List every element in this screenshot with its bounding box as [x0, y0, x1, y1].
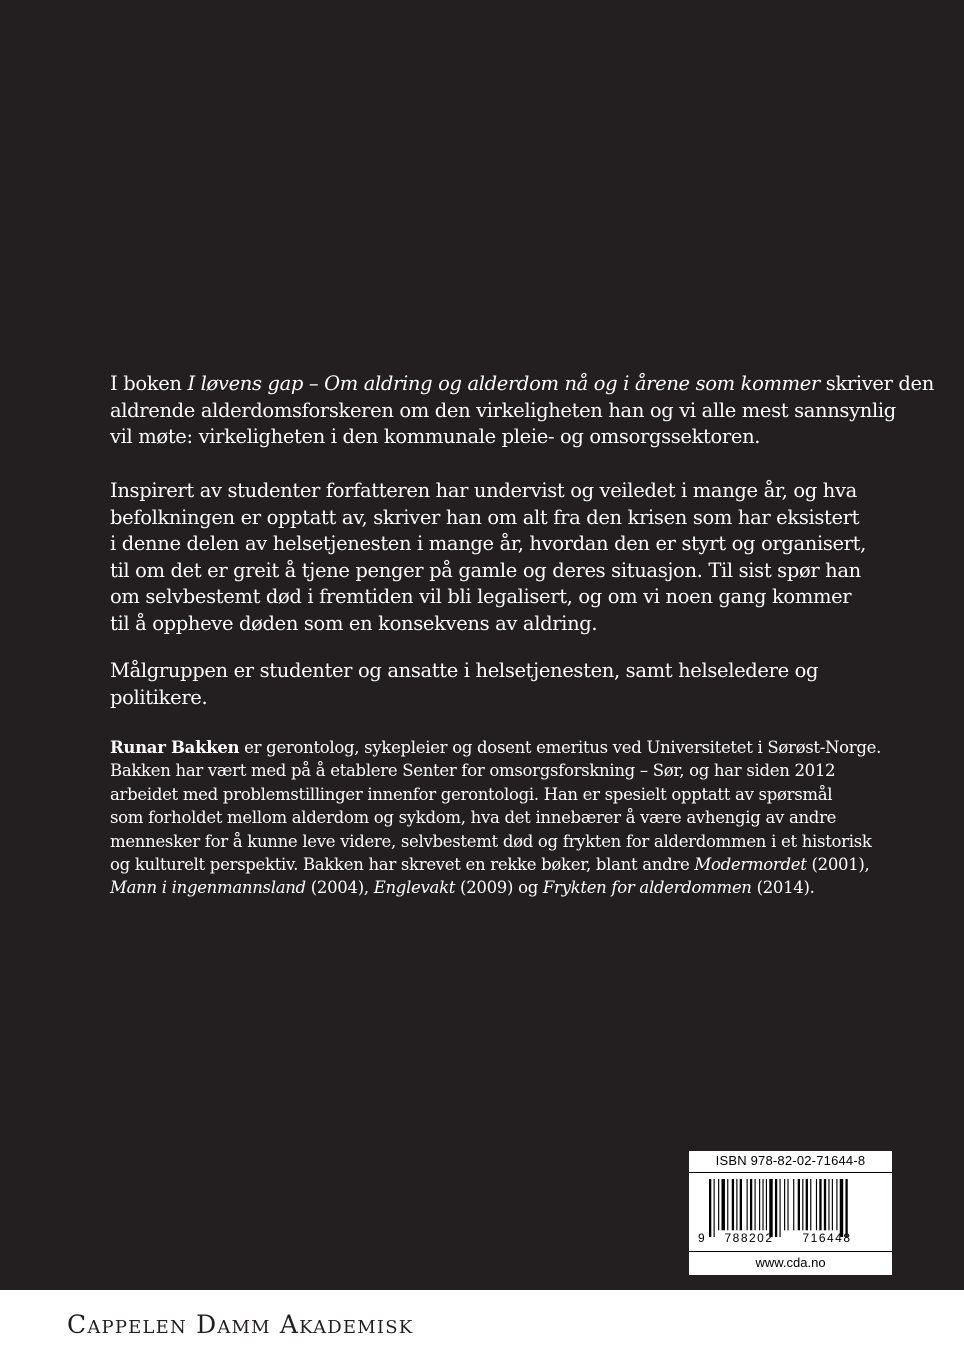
blurb-p2-line: i denne delen av helsetjenesten i mange år, hvordan den er styrt og organisert, — [110, 532, 866, 555]
book-year: (2014). — [751, 878, 815, 898]
bio-line-2: Bakken har vært med på å etablere Senter for omsorgsforskning – Sør, og har siden 2012 — [110, 761, 836, 781]
barcode-bar — [787, 1179, 788, 1230]
bio-line-5: mennesker for å kunne leve videre, selvbestemt død og frykten for alderdommen i et historisk — [110, 831, 872, 851]
barcode-bar — [836, 1179, 837, 1230]
bio-line-4: som forholdet mellom alderdom og sykdom, hva det innebærer å være avhengig av andre — [110, 808, 837, 828]
book-year: (2001), — [806, 855, 870, 875]
blurb-p2-line: om selvbestemt død i fremtiden vil bli legalisert, og om vi noen gang kommer — [110, 585, 852, 608]
barcode-digits-left: 788202 — [724, 1231, 774, 1245]
bio-line-3: arbeidet med problemstillinger innenfor gerontologi. Han er spesielt opptatt av spørsmål — [110, 784, 833, 804]
book-title: I løvens gap – Om aldring og alderdom nå og i årene som kommer — [187, 372, 820, 395]
author-bio — [110, 736, 882, 900]
barcode-bar — [832, 1179, 833, 1230]
barcode-bar — [845, 1179, 847, 1237]
blurb-p1-continuation: skriver den — [819, 372, 934, 395]
publisher-logo: Cappelen Damm Akademisk — [67, 1310, 414, 1339]
book-year: (2009) og — [455, 878, 543, 898]
blurb-p2-line: til om det er greit å tjene penger på gamle og deres situasjon. Til sist spør han — [110, 558, 861, 582]
barcode-digits-right: 716448 — [802, 1231, 852, 1245]
barcode-bar — [747, 1179, 748, 1230]
barcode-bar — [740, 1179, 742, 1230]
barcode-bar — [750, 1179, 752, 1230]
barcode-bar — [736, 1179, 737, 1230]
blurb-p1-line-2: aldrende alderdomsforskeren om den virkeligheten han og vi alle mest sannsynlig — [110, 398, 896, 422]
author-name: Runar Bakken — [110, 738, 240, 757]
barcode-bar — [755, 1179, 756, 1230]
book-title-mann-i-ingenmannsland: Mann i ingenmannsland — [110, 878, 306, 898]
blurb-p2-line: til å oppheve døden som en konsekvens av aldring. — [110, 611, 598, 635]
blurb-p2-line: Inspirert av studenter forfatteren har undervist og veiledet i mange år, og hva — [110, 479, 857, 502]
blurb-paragraph-2 — [110, 478, 870, 637]
blurb-p1-intro: I boken — [110, 372, 188, 395]
book-year: (2004), — [305, 878, 374, 898]
barcode-bar — [762, 1179, 763, 1230]
barcode-bar — [766, 1179, 767, 1230]
barcode-bar — [793, 1179, 794, 1230]
publisher-footer — [0, 1290, 964, 1361]
book-title-frykten: Frykten for alderdommen — [542, 878, 752, 898]
isbn-divider — [689, 1172, 892, 1173]
barcode-bar — [718, 1179, 719, 1230]
publisher-website: www.cda.no — [755, 1255, 826, 1270]
barcode-bar — [810, 1179, 811, 1230]
barcode-bar — [840, 1179, 843, 1237]
barcode-bar — [722, 1179, 725, 1230]
barcode-bar — [727, 1179, 728, 1230]
isbn-barcode-box — [689, 1151, 892, 1275]
barcode-bar — [759, 1179, 760, 1230]
barcode-bar — [828, 1179, 829, 1230]
book-title-modermordet: Modermordet — [694, 855, 807, 875]
isbn-divider — [689, 1251, 892, 1252]
barcode-bar — [709, 1179, 711, 1237]
barcode-bar — [714, 1179, 715, 1237]
barcode-bar — [819, 1179, 821, 1230]
bio-line-6-intro: og kulturelt perspektiv. Bakken har skrevet en rekke bøker, blant andre — [110, 855, 695, 875]
book-title-englevakt: Englevakt — [373, 878, 456, 898]
barcode-bar — [806, 1179, 808, 1230]
barcode-bar — [732, 1179, 734, 1230]
barcode-bar — [775, 1179, 777, 1237]
barcode-bar — [802, 1179, 803, 1230]
isbn-label: ISBN 978-82-02-71644-8 — [715, 1153, 866, 1168]
bio-line-7 — [110, 876, 870, 899]
blurb-paragraph-1 — [110, 371, 934, 451]
blurb-p1-line-1 — [110, 371, 934, 398]
barcode-bar — [784, 1179, 785, 1230]
bio-line-1 — [110, 736, 882, 759]
target-audience-paragraph — [110, 658, 870, 711]
barcode-digit-first: 9 — [698, 1231, 705, 1245]
blurb-p2-line: befolkningen er opptatt av, skriver han om alt fra den krisen som har eksistert — [110, 505, 860, 529]
barcode-bar — [824, 1179, 826, 1230]
barcode-bar — [769, 1179, 772, 1237]
barcode-bar — [816, 1179, 817, 1230]
barcode-icon — [699, 1179, 875, 1237]
audience-line: politikere. — [110, 685, 208, 709]
audience-line: Målgruppen er studenter og ansatte i helsetjenesten, samt helseledere og — [110, 659, 819, 682]
barcode-bar — [798, 1179, 800, 1230]
barcode-bar — [780, 1179, 781, 1237]
blurb-p1-line-3: vil møte: virkeligheten i den kommunale pleie- og omsorgssektoren. — [110, 425, 761, 448]
bio-line-6 — [110, 853, 870, 876]
bio-line-1-rest: er gerontolog, sykepleier og dosent emeritus ved Universitetet i Sørøst-Norge. — [239, 738, 882, 757]
